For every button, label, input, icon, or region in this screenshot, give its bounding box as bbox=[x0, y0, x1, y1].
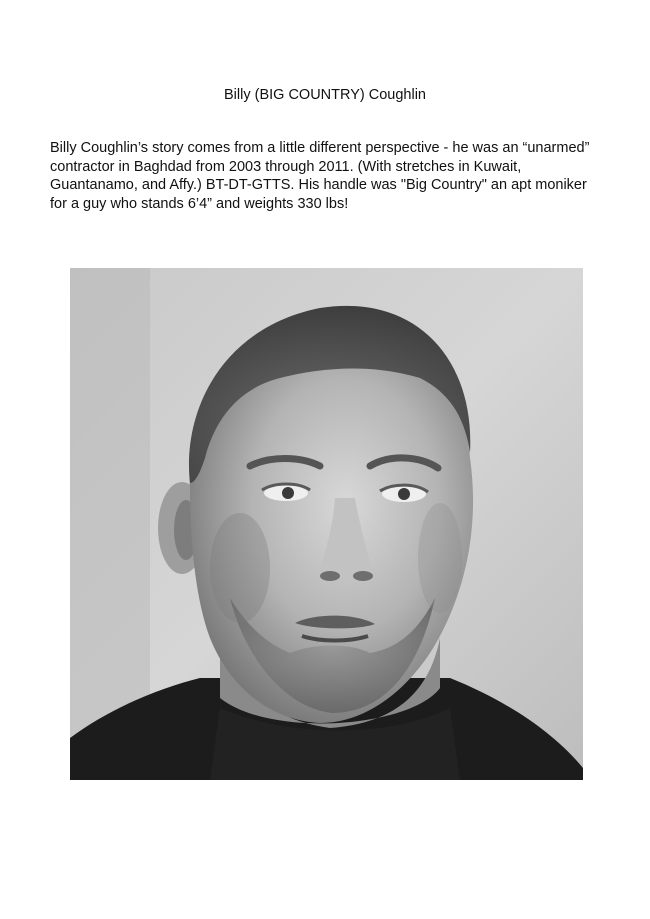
bio-line: Guantanamo, and Affy.) BT-DT-GTTS. His handle was "Big Country" an apt moniker bbox=[50, 177, 587, 193]
portrait-image bbox=[70, 268, 583, 780]
portrait-photo bbox=[70, 268, 583, 780]
bio-line: for a guy who stands 6’4” and weights 330 lbs! bbox=[50, 195, 349, 212]
bio-line: Billy Coughlin’s story comes from a little different perspective - he was an “unarmed” bbox=[50, 140, 590, 156]
bio-line: contractor in Baghdad from 2003 through 2011. (With stretches in Kuwait, bbox=[50, 158, 522, 175]
page-title: Billy (BIG COUNTRY) Coughlin bbox=[224, 87, 426, 103]
bio-paragraph bbox=[50, 139, 610, 213]
